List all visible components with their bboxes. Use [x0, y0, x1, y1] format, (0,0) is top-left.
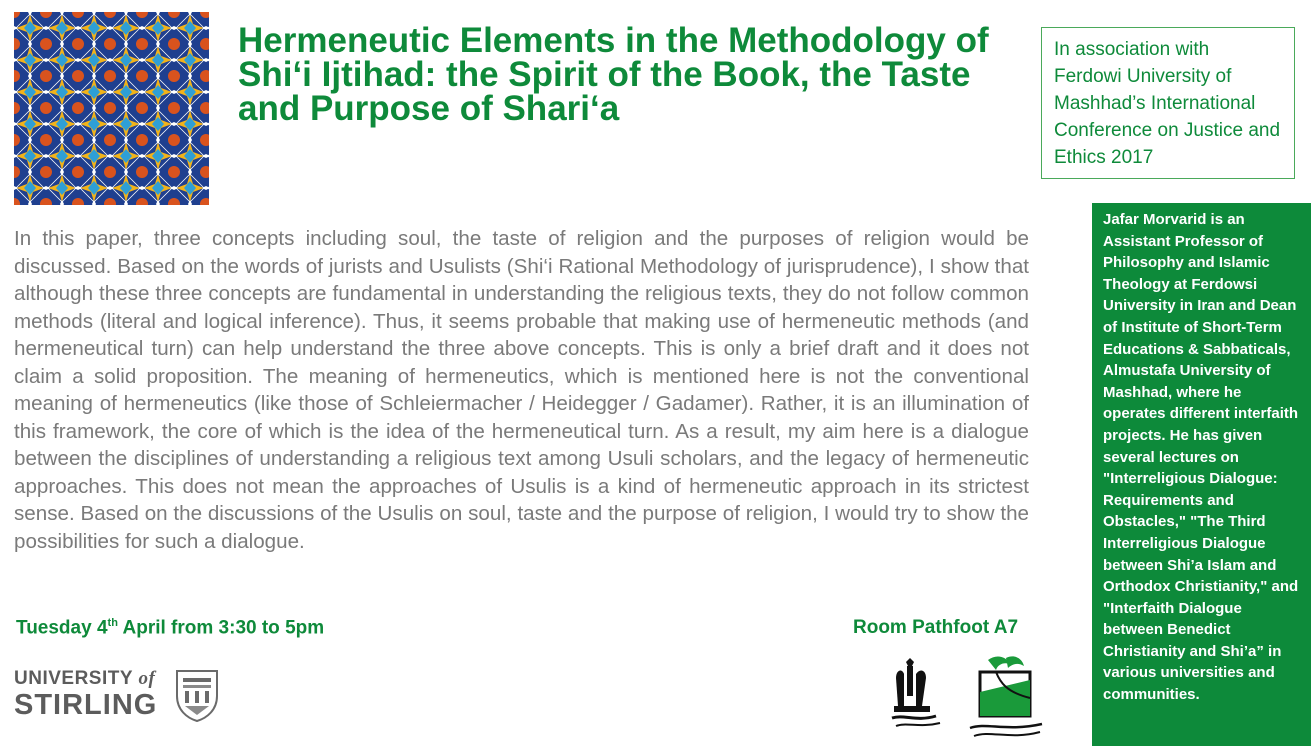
- stirling-crest-icon: [174, 668, 220, 722]
- association-box: In association with Ferdowi University of Mashhad’s International Conference on Justice and Ethics 2017: [1041, 27, 1295, 179]
- date-post: April from 3:30 to 5pm: [117, 617, 325, 639]
- date-ordinal: th: [107, 617, 118, 629]
- speaker-name: Jafar Morvarid: [1103, 211, 1207, 228]
- page-title: Hermeneutic Elements in the Methodology of Shi‘i Ijtihad: the Spirit of the Book, the Taste and Purpose of Shari‘a: [238, 21, 989, 128]
- ferdowsi-logo-icon: [886, 656, 946, 736]
- event-date: [16, 617, 324, 639]
- university-word: UNIVERSITY: [14, 668, 133, 689]
- islamic-pattern-icon: [14, 12, 209, 205]
- event-room: Room Pathfoot A7: [853, 617, 1019, 638]
- university-logo: [14, 668, 157, 720]
- university-of: of: [138, 668, 156, 689]
- speaker-bio: [1092, 203, 1311, 746]
- bio-text: is an Assistant Professor of Philosophy and Islamic Theology at Ferdowsi University in Iran and Dean of Institute of Short-Term Educations & Sabbaticals, Almustafa University of Mashhad, where he operates different interfaith projects. He has given several lectures on "Interreligious Dialogue: Requirements and Obstacles," "The Third Interreligious Dialogue between Shi’a Islam and Orthodox Christianity," and "Interfaith Dialogue between Benedict Christianity and Shi’a” in various universities and communities.: [1103, 211, 1299, 704]
- abstract-text: In this paper, three concepts including soul, the taste of religion and the purposes of religion would be discussed. Based on the words of jurists and Usulists (Shi‘i Rational Methodology of jurisprudence), I show that although these three concepts are fundamental in understanding the religious texts, they do not follow common methods (literal and logical inference). Thus, it seems probable that making use of hermeneutic methods (and hermeneutical turn) can help understand the three above concepts. This is only a brief draft and it does not claim a solid proposition. The meaning of hermeneutics, which is mentioned here is not the conventional meaning of hermeneutics (like those of Schleiermacher / Heidegger / Gadamer). Rather, it is an illumination of this framework, the core of which is the idea of the hermeneutical turn. As a result, my aim here is a dialogue between the disciplines of understanding a religious text among Usuli scholars, and the legacy of hermeneutic approaches. This does not mean the approaches of Usulis is a kind of hermeneutic approach in its strictest sense. Based on the discussions of the Usulis on soul, taste and the purpose of religion, I would try to show the possibilities for such a dialogue.: [14, 227, 1029, 553]
- conference-logo-icon: [966, 652, 1046, 742]
- university-name: STIRLING: [14, 689, 158, 721]
- date-pre: Tuesday 4: [16, 617, 108, 639]
